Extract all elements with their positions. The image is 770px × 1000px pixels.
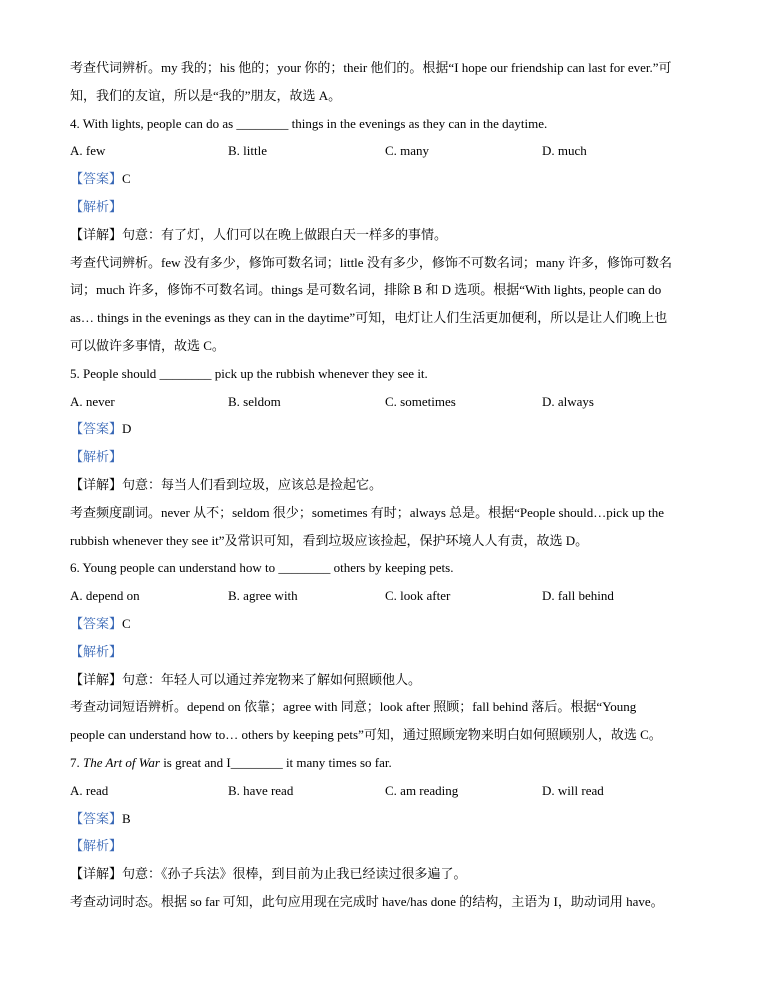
answer-value: C xyxy=(122,171,131,187)
analysis-label: 【解析】 xyxy=(70,838,123,854)
answer-value: C xyxy=(122,615,131,631)
option-c: C. look after xyxy=(385,588,451,604)
option-c: C. am reading xyxy=(385,782,459,798)
question-number: 4. xyxy=(70,115,80,131)
question-number: 7. xyxy=(70,754,80,770)
option-c: C. sometimes xyxy=(385,393,456,409)
answer-line xyxy=(70,610,770,638)
detail-line: 可以做许多事情，故选 C。 xyxy=(70,337,225,353)
detail-line: 【详解】句意：年轻人可以通过养宠物来了解如何照顾他人。 xyxy=(70,671,422,687)
detail-line: 考查代词辨析。few 没有多少，修饰可数名词；little 没有多少，修饰不可数名词；many 许多，修饰可数名 xyxy=(70,254,672,270)
question-text: Young people can understand how to ________ others by keeping pets. xyxy=(82,560,454,576)
question-text: is great and I________ it many times so far. xyxy=(163,754,392,770)
detail-line: 【详解】句意：有了灯，人们可以在晚上做跟白天一样多的事情。 xyxy=(70,226,448,242)
option-d: D. much xyxy=(542,143,587,159)
answer-value: D xyxy=(122,421,132,437)
options-row xyxy=(70,137,770,165)
option-d: D. always xyxy=(542,393,594,409)
question-stem xyxy=(70,554,770,582)
options-row xyxy=(70,777,770,805)
answer-line xyxy=(70,805,770,833)
question-number: 6. xyxy=(70,560,80,576)
option-d: D. will read xyxy=(542,782,604,798)
question-number: 5. xyxy=(70,365,80,381)
book-title: The Art of War xyxy=(83,754,160,770)
answer-label: 【答案】 xyxy=(70,171,123,187)
question-6 xyxy=(0,554,770,749)
question-5 xyxy=(0,360,770,555)
options-row xyxy=(70,388,770,416)
detail-line: 【详解】句意：每当人们看到垃圾，应该总是捡起它。 xyxy=(70,476,383,492)
analysis-label: 【解析】 xyxy=(70,449,123,465)
option-b: B. seldom xyxy=(228,393,281,409)
option-a: A. never xyxy=(70,393,115,409)
detail-line: 【详解】句意：《孙子兵法》很棒，到目前为止我已经读过很多遍了。 xyxy=(70,866,467,882)
analysis-label: 【解析】 xyxy=(70,643,123,659)
question-text: People should ________ pick up the rubbish whenever they see it. xyxy=(83,365,428,381)
intro-line: 考查代词辨析。my 我的；his 他的；your 你的；their 他们的。根据“I hope our friendship can last for ever.”可 xyxy=(70,60,672,75)
option-b: B. have read xyxy=(228,782,294,798)
options-row xyxy=(70,582,770,610)
detail-line: 考查频度副词。never 从不；seldom 很少；sometimes 有时；always 总是。根据“People should…pick up the xyxy=(70,504,664,520)
option-d: D. fall behind xyxy=(542,588,614,604)
analysis-label: 【解析】 xyxy=(70,198,123,214)
question-4 xyxy=(0,110,770,360)
option-c: C. many xyxy=(385,143,430,159)
option-b: B. agree with xyxy=(228,588,298,604)
option-b: B. little xyxy=(228,143,267,159)
option-a: A. few xyxy=(70,143,106,159)
answer-value: B xyxy=(122,810,131,826)
question-stem xyxy=(70,110,770,138)
answer-label: 【答案】 xyxy=(70,421,123,437)
option-a: A. depend on xyxy=(70,588,140,604)
answer-line xyxy=(70,165,770,193)
answer-label: 【答案】 xyxy=(70,615,123,631)
detail-line: as… things in the evenings as they can in the daytime”可知，电灯让人们生活更加便利，所以是让人们晚上也 xyxy=(70,310,668,326)
option-a: A. read xyxy=(70,782,109,798)
question-stem xyxy=(70,360,770,388)
question-stem xyxy=(70,749,770,777)
question-7 xyxy=(0,749,770,916)
detail-line: 考查动词时态。根据 so far 可知，此句应用现在完成时 have/has done 的结构，主语为 I，助动词用 have。 xyxy=(70,893,664,909)
answer-line xyxy=(70,415,770,443)
detail-line: 词；much 许多，修饰不可数名词。things 是可数名词，排除 B 和 D 选项。根据“With lights, people can do xyxy=(70,282,662,298)
intro-line: 知，我们的友谊，所以是“我的”朋友，故选 A。 xyxy=(70,87,342,103)
answer-label: 【答案】 xyxy=(70,810,123,826)
detail-line: 考查动词短语辨析。depend on 依靠；agree with 同意；look after 照顾；fall behind 落后。根据“Young xyxy=(70,699,637,715)
detail-line: people can understand how to… others by keeping pets”可知，通过照顾宠物来明白如何照顾别人，故选 C。 xyxy=(70,727,662,743)
detail-line: rubbish whenever they see it”及常识可知，看到垃圾应该捡起，保护环境人人有责，故选 D。 xyxy=(70,532,589,548)
question-text: With lights, people can do as ________ things in the evenings as they can in the daytime. xyxy=(82,115,548,131)
